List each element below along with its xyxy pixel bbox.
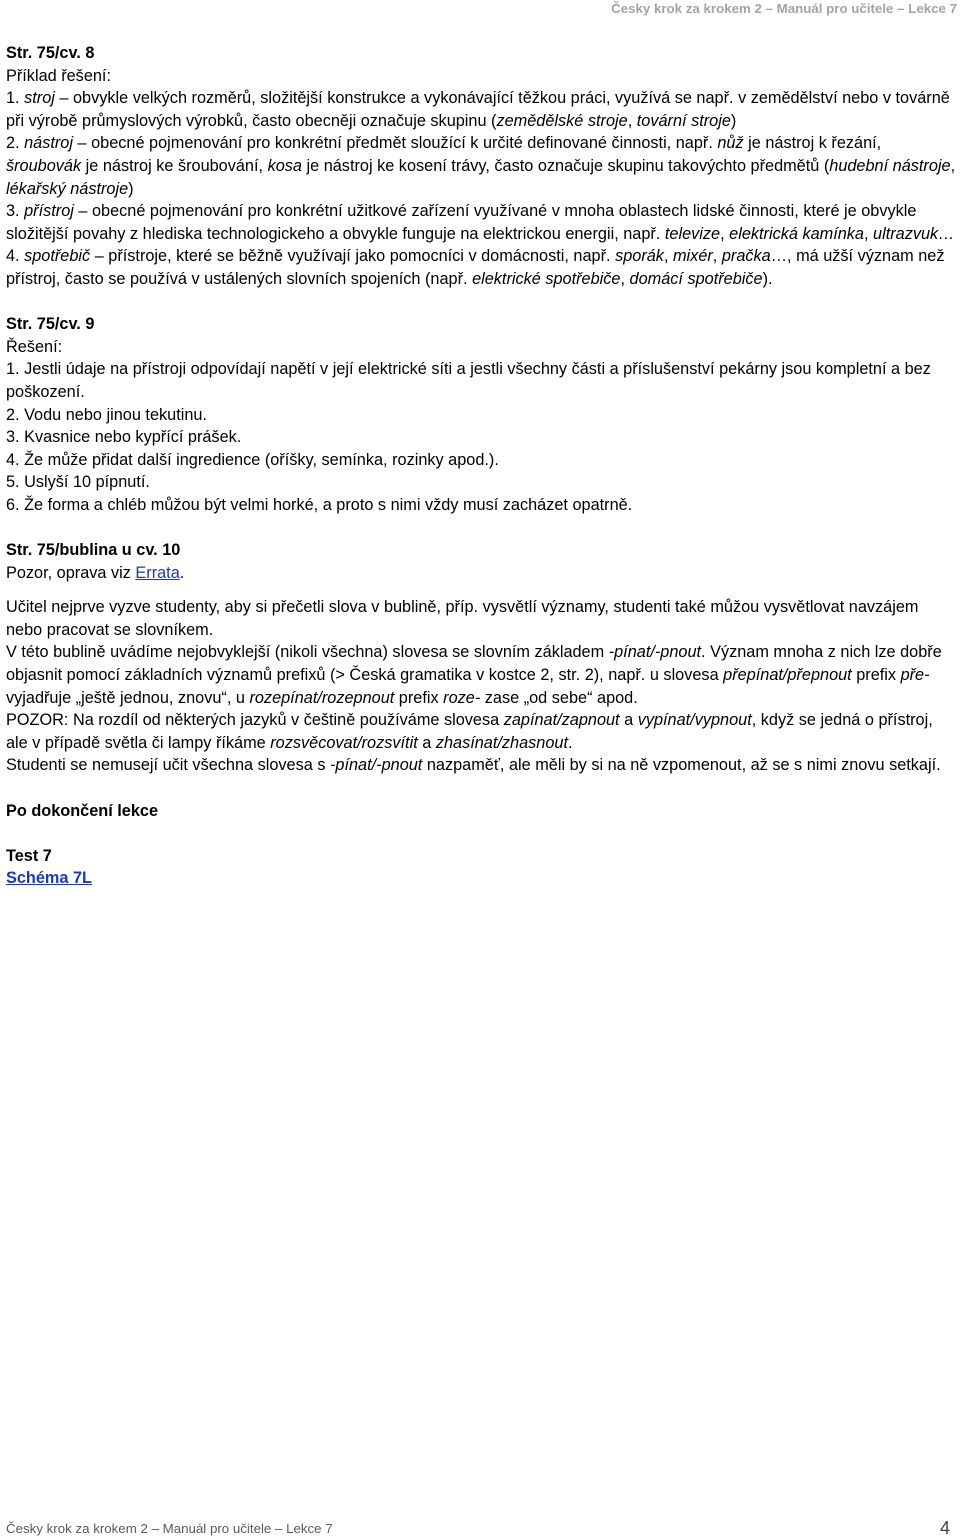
exercise-9-heading: Str. 75/cv. 9 <box>6 315 95 334</box>
exercise-8-heading: Str. 75/cv. 8 <box>6 44 95 62</box>
exercise-8-item-4: 4. spotřebič – přístroje, které se běžně využívají jako pomocníci v domácnosti, např. sporák, mixér, pračka…, má užší význam než přístroj, často se používá v ustálených slovních spojeních (např. elektrické spotřebiče, domácí spotřebiče). <box>6 247 945 288</box>
document-body <box>6 42 958 890</box>
exercise-8-item-1: 1. stroj – obvykle velkých rozměrů, složitější konstrukce a vykonávající těžkou práci, využívá se např. v zemědělství nebo v továrně při výrobě průmyslových výrobků, často obecněji označuje skupinu (zemědělské stroje, tovární stroje) <box>6 89 950 130</box>
exercise-9-item-3: 3. Kvasnice nebo kypřící prášek. <box>6 428 242 447</box>
exercise-9-item-4: 4. Že může přidat další ingredience (oříšky, semínka, rozinky apod.). <box>6 450 499 469</box>
page-number: 4 <box>939 1518 950 1538</box>
page-footer <box>6 1518 950 1538</box>
schema-link[interactable]: Schéma 7L <box>6 869 92 888</box>
exercise-9-item-6: 6. Že forma a chléb můžou být velmi horké, a proto s nimi vždy musí zacházet opatrně. <box>6 495 633 514</box>
exercise-8-item-3: 3. přístroj – obecné pojmenování pro konkrétní užitkové zařízení využívané v mnoha oblastech lidské činnosti, které je obvykle složitější povahy z hlediska technologickeho a obvykle funguje na elektrickou energii, např. televize, elektrická kamínka, ultrazvuk… <box>6 202 955 243</box>
exercise-10-paragraph-1: Učitel nejprve vyzve studenty, aby si přečetli slova v bublině, příp. vysvětlí významy, studenti také můžou vysvětlovat navzájem nebo pracovat se slovníkem. <box>6 598 919 639</box>
running-header: Česky krok za krokem 2 – Manuál pro učitele – Lekce 7 <box>611 1 957 16</box>
errata-note: Pozor, oprava viz Errata. <box>6 563 185 582</box>
exercise-10-heading: Str. 75/bublina u cv. 10 <box>6 541 181 560</box>
errata-link[interactable]: Errata <box>135 563 180 582</box>
exercise-8-subheading: Příklad řešení: <box>6 66 111 85</box>
exercise-9-item-1: 1. Jestli údaje na přístroji odpovídají napětí v její elektrické síti a jestli všechny části a příslušenství pekárny jsou kompletní a bez poškození. <box>6 360 931 401</box>
exercise-9-subheading: Řešení: <box>6 337 63 356</box>
after-lesson-heading: Po dokončení lekce <box>6 801 159 820</box>
exercise-9-item-2: 2. Vodu nebo jinou tekutinu. <box>6 405 207 424</box>
exercise-10-paragraph-3: POZOR: Na rozdíl od některých jazyků v češtině používáme slovesa zapínat/zapnout a vypínat/vypnout, když se jedná o přístroj, ale v případě světla či lampy říkáme rozsvěcovat/rozsvítit a zhasínat/zhasnout. <box>6 711 933 752</box>
test-label: Test 7 <box>6 846 52 865</box>
exercise-8-item-2: 2. nástroj – obecné pojmenování pro konkrétní předmět sloužící k určité definované činnosti, např. nůž je nástroj k řezání, šroubovák je nástroj ke šroubování, kosa je nástroj ke kosení trávy, často označuje skupinu takovýchto předmětů (hudební nástroje, lékařský nástroje) <box>6 134 956 198</box>
footer-title: Česky krok za krokem 2 – Manuál pro učitele – Lekce 7 <box>6 1521 333 1536</box>
exercise-10-paragraph-2: V této bublině uvádíme nejobvyklejší (nikoli všechna) slovesa se slovním základem -pínat/-pnout. Význam mnoha z nich lze dobře objasnit pomocí základních významů prefixů (> Česká gramatika v kostce 2, str. 2), např. u slovesa přepínat/přepnout prefix pře- vyjadřuje „ještě jednou, znovu“, u rozepínat/rozepnout prefix roze- zase „od sebe“ apod. <box>6 643 942 707</box>
exercise-10-paragraph-4: Studenti se nemusejí učit všechna slovesa s -pínat/-pnout nazpaměť, ale měli by si na ně vzpomenout, až se s nimi znovu setkají. <box>6 756 941 775</box>
exercise-9-item-5: 5. Uslyší 10 pípnutí. <box>6 473 150 492</box>
